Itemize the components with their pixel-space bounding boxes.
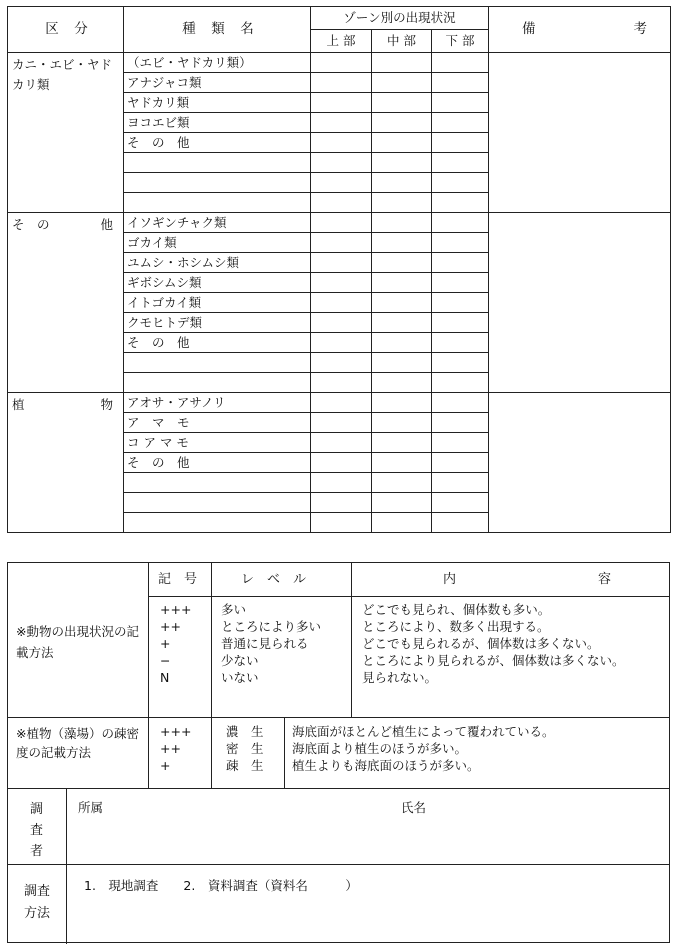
zone-middle-cell[interactable] — [372, 233, 432, 253]
category-cell — [8, 213, 124, 393]
zone-middle-cell[interactable] — [372, 453, 432, 473]
zone-lower-cell[interactable] — [432, 393, 489, 413]
plant-symbol: + — [160, 758, 171, 773]
zone-middle-cell[interactable] — [372, 333, 432, 353]
method-label: 調査方法 — [24, 884, 51, 921]
legend-header-level: レ ベ ル — [241, 572, 307, 587]
zone-middle-cell[interactable] — [372, 133, 432, 153]
surveyor-label: 調査者 — [30, 802, 44, 859]
zone-lower-cell[interactable] — [432, 113, 489, 133]
zone-upper-cell[interactable] — [311, 113, 372, 133]
zone-upper-cell[interactable] — [311, 173, 372, 193]
species-cell: （エビ・ヤドカリ類） — [124, 53, 311, 73]
zone-upper-cell[interactable] — [311, 473, 372, 493]
zone-upper-cell[interactable] — [311, 253, 372, 273]
species-cell — [124, 513, 311, 533]
species-cell: ゴカイ類 — [124, 233, 311, 253]
animal-content: 見られない。 — [362, 670, 438, 685]
zone-lower-cell[interactable] — [432, 193, 489, 213]
zone-lower-cell[interactable] — [432, 253, 489, 273]
zone-middle-cell[interactable] — [372, 373, 432, 393]
animal-symbol: − — [160, 653, 171, 668]
category-label-left: そ の — [12, 217, 50, 232]
plant-level: 密 生 — [226, 741, 264, 756]
zone-upper-cell[interactable] — [311, 353, 372, 373]
zone-middle-cell[interactable] — [372, 53, 432, 73]
zone-upper-cell[interactable] — [311, 93, 372, 113]
species-cell: そ の 他 — [124, 453, 311, 473]
zone-lower-cell[interactable] — [432, 53, 489, 73]
zone-lower-cell[interactable] — [432, 173, 489, 193]
animal-contents-column — [362, 601, 625, 686]
animal-level: 普通に見られる — [221, 636, 309, 651]
zone-middle-cell[interactable] — [372, 353, 432, 373]
zone-upper-cell[interactable] — [311, 53, 372, 73]
species-cell: ヨコエビ類 — [124, 113, 311, 133]
plant-contents-column — [292, 723, 555, 774]
zone-middle-cell[interactable] — [372, 73, 432, 93]
zone-lower-cell[interactable] — [432, 413, 489, 433]
zone-lower-cell[interactable] — [432, 313, 489, 333]
header-zone-title: ゾーン別の出現状況 — [311, 7, 489, 30]
zone-middle-cell[interactable] — [372, 113, 432, 133]
zone-upper-cell[interactable] — [311, 453, 372, 473]
header-remarks-left: 備 — [522, 21, 537, 37]
zone-upper-cell[interactable] — [311, 213, 372, 233]
species-cell: アナジャコ類 — [124, 73, 311, 93]
species-cell — [124, 373, 311, 393]
plant-level: 濃 生 — [226, 724, 264, 739]
animal-content: どこでも見られ、個体数も多い。 — [362, 602, 551, 617]
zone-upper-cell[interactable] — [311, 233, 372, 253]
plant-symbols-column — [160, 723, 191, 774]
plant-symbol: +++ — [160, 724, 192, 739]
species-cell — [124, 493, 311, 513]
zone-upper-cell[interactable] — [311, 333, 372, 353]
zone-lower-cell[interactable] — [432, 133, 489, 153]
zone-upper-cell[interactable] — [311, 273, 372, 293]
header-species: 種 類 名 — [124, 7, 311, 53]
affiliation-label: 所属 — [78, 800, 104, 815]
method-text: 1. 現地調査 2. 資料調査（資料名 ） — [84, 878, 358, 893]
zone-middle-cell[interactable] — [372, 153, 432, 173]
header-upper: 上 部 — [311, 30, 372, 53]
zone-middle-cell[interactable] — [372, 413, 432, 433]
table-row — [8, 393, 671, 413]
remarks-cell[interactable] — [489, 393, 671, 533]
zone-upper-cell[interactable] — [311, 73, 372, 93]
animal-symbol: + — [160, 636, 171, 651]
zone-lower-cell[interactable] — [432, 273, 489, 293]
zone-lower-cell[interactable] — [432, 473, 489, 493]
species-cell — [124, 353, 311, 373]
species-cell — [124, 173, 311, 193]
zone-middle-cell[interactable] — [372, 493, 432, 513]
zone-middle-cell[interactable] — [372, 393, 432, 413]
zone-lower-cell[interactable] — [432, 73, 489, 93]
species-cell: ギボシムシ類 — [124, 273, 311, 293]
legend-header-content-right: 容 — [598, 572, 612, 587]
zone-upper-cell[interactable] — [311, 133, 372, 153]
plant-content: 海底面がほとんど植生によって覆われている。 — [292, 724, 555, 739]
zone-upper-cell[interactable] — [311, 433, 372, 453]
zone-lower-cell[interactable] — [432, 493, 489, 513]
species-cell: そ の 他 — [124, 333, 311, 353]
plant-content: 植生よりも海底面のほうが多い。 — [292, 758, 480, 773]
zone-upper-cell[interactable] — [311, 413, 372, 433]
zone-lower-cell[interactable] — [432, 513, 489, 533]
name-label: 氏名 — [401, 800, 427, 815]
zone-lower-cell[interactable] — [432, 333, 489, 353]
zone-lower-cell[interactable] — [432, 93, 489, 113]
zone-middle-cell[interactable] — [372, 473, 432, 493]
plant-level: 疎 生 — [226, 758, 264, 773]
animal-content: ところにより見られるが、個体数は多くない。 — [362, 653, 625, 668]
zone-middle-cell[interactable] — [372, 253, 432, 273]
species-cell — [124, 153, 311, 173]
header-remarks — [489, 7, 671, 53]
species-cell: ア マ モ — [124, 413, 311, 433]
category-cell — [8, 53, 124, 213]
zone-upper-cell[interactable] — [311, 513, 372, 533]
zone-lower-cell[interactable] — [432, 293, 489, 313]
species-cell: そ の 他 — [124, 133, 311, 153]
animal-level: 少ない — [221, 653, 259, 668]
zone-middle-cell[interactable] — [372, 313, 432, 333]
legend-header-symbol: 記 号 — [158, 572, 198, 587]
plant-content: 海底面より植生のほうが多い。 — [292, 741, 468, 756]
animal-level: ところにより多い — [221, 619, 322, 634]
species-cell: アオサ・アサノリ — [124, 393, 311, 413]
table-row — [8, 53, 671, 73]
header-middle: 中 部 — [372, 30, 432, 53]
zone-upper-cell[interactable] — [311, 293, 372, 313]
species-cell: コ ア マ モ — [124, 433, 311, 453]
category-label-left: 植 — [12, 397, 25, 412]
header-category: 区 分 — [8, 7, 124, 53]
zone-middle-cell[interactable] — [372, 93, 432, 113]
zone-middle-cell[interactable] — [372, 293, 432, 313]
species-cell: イトゴカイ類 — [124, 293, 311, 313]
zone-middle-cell[interactable] — [372, 433, 432, 453]
category-label-right: 物 — [100, 397, 113, 412]
legend-header-content-left: 内 — [443, 572, 457, 587]
header-remarks-right: 考 — [633, 21, 649, 37]
zone-middle-cell[interactable] — [372, 213, 432, 233]
zone-middle-cell[interactable] — [372, 513, 432, 533]
plant-levels-column — [226, 723, 264, 774]
species-cell — [124, 473, 311, 493]
animal-symbol: N — [160, 670, 170, 685]
zone-lower-cell[interactable] — [432, 453, 489, 473]
zone-lower-cell[interactable] — [432, 153, 489, 173]
zone-upper-cell[interactable] — [311, 373, 372, 393]
zone-lower-cell[interactable] — [432, 353, 489, 373]
category-cell — [8, 393, 124, 533]
legend-box — [7, 562, 670, 943]
animal-level: いない — [221, 670, 259, 685]
remarks-cell[interactable] — [489, 213, 671, 393]
zone-lower-cell[interactable] — [432, 233, 489, 253]
species-occurrence-table — [7, 6, 671, 533]
species-cell: ヤドカリ類 — [124, 93, 311, 113]
species-cell: ユムシ・ホシムシ類 — [124, 253, 311, 273]
plant-symbol: ++ — [160, 741, 181, 756]
zone-middle-cell[interactable] — [372, 273, 432, 293]
animal-levels-column — [221, 601, 321, 686]
zone-middle-cell[interactable] — [372, 173, 432, 193]
zone-lower-cell[interactable] — [432, 213, 489, 233]
table-row — [8, 213, 671, 233]
zone-upper-cell[interactable] — [311, 193, 372, 213]
species-cell: イソギンチャク類 — [124, 213, 311, 233]
animal-level: 多い — [221, 602, 247, 617]
category-label-right: 他 — [100, 217, 113, 232]
animal-content: どこでも見られるが、個体数は多くない。 — [362, 636, 600, 651]
animal-symbol: ++ — [160, 619, 181, 634]
species-cell: クモヒトデ類 — [124, 313, 311, 333]
category-label: カニ・エビ・ヤドカリ類 — [12, 57, 113, 92]
zone-upper-cell[interactable] — [311, 393, 372, 413]
remarks-cell[interactable] — [489, 53, 671, 213]
species-cell — [124, 193, 311, 213]
animal-method-title: ※動物の出現状況の記載方法 — [16, 624, 139, 660]
zone-lower-cell[interactable] — [432, 373, 489, 393]
zone-lower-cell[interactable] — [432, 433, 489, 453]
header-lower: 下 部 — [432, 30, 489, 53]
animal-content: ところにより、数多く出現する。 — [362, 619, 550, 634]
plant-method-title: ※植物（藻場）の疎密度の記載方法 — [16, 726, 139, 760]
zone-upper-cell[interactable] — [311, 313, 372, 333]
zone-middle-cell[interactable] — [372, 193, 432, 213]
zone-upper-cell[interactable] — [311, 493, 372, 513]
zone-upper-cell[interactable] — [311, 153, 372, 173]
animal-symbol: +++ — [160, 602, 192, 617]
animal-symbols-column — [160, 601, 191, 686]
